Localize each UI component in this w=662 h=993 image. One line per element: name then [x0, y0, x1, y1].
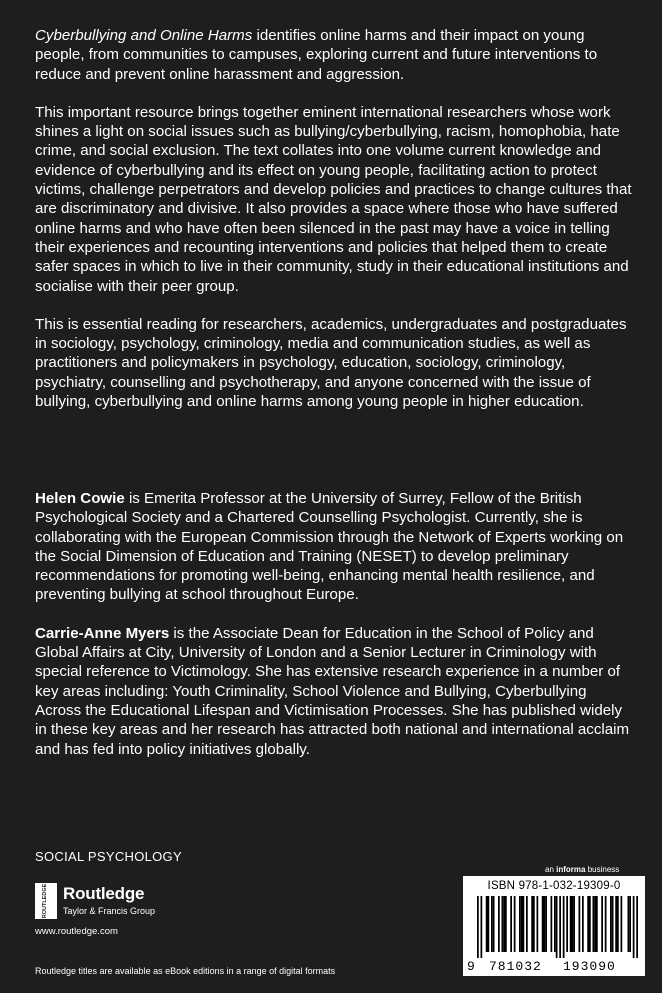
barcode-bar	[610, 896, 612, 952]
barcode-bar	[579, 896, 581, 952]
barcode-digits-right: 193090	[563, 959, 616, 974]
author-name-2: Carrie-Anne Myers	[35, 624, 170, 642]
barcode-bar	[573, 896, 575, 952]
barcode-bar	[498, 896, 500, 952]
barcode-bar	[563, 896, 565, 958]
author-bio-2-text: is the Associate Dean for Education in the School of Policy and Global Affairs at City, University of London and a Senior Lecturer in Criminology with special reference to Victimology. She has extensive research experience in a number of key areas including: Youth Criminality, School Violence and Bullying, Cyberbullying Across the Educational Lifespan and Victimisation Processes. She has published widely in these key areas and her research has attracted both national and international acclaim and has fed into policy initiatives globally.	[35, 624, 630, 758]
description-paragraph-2: This important resource brings together eminent international researchers whose work shines a light on social issues such as bullying/cyberbullying, racism, homophobia, hate crime, and social exclusion. The text collates into one volume current knowledge and evidence of cyberbullying and its effect on young people, facilitating action to protect victims, challenge perpetrators and develop policies and practices to change cultures that are discriminatory and divisive. It also provides a space where those who have suffered online harms and who have often been silenced in the past may have a voice in telling their experiences and recounting interventions and policies that helped them to create safer spaces in which to live in their community, study in their educational institutions and socialise with their peer group.	[35, 103, 632, 295]
description-paragraph-1	[35, 26, 635, 84]
barcode-bar	[521, 896, 523, 952]
barcode-bar	[615, 896, 617, 952]
barcode-bar	[537, 896, 539, 952]
barcode-bar	[531, 896, 533, 952]
barcode-bar	[488, 896, 490, 952]
barcode-bar	[545, 896, 547, 952]
author-bio-1	[35, 489, 635, 605]
routledge-logo-icon	[35, 883, 57, 919]
barcode-bar	[566, 896, 568, 952]
barcode-bar	[533, 896, 535, 952]
barcode-bar	[554, 896, 556, 952]
description	[35, 26, 635, 411]
ebook-formats-note: Routledge titles are available as eBook editions in a range of digital formats	[35, 966, 336, 976]
author-bios	[35, 489, 635, 778]
barcode-bar	[617, 896, 619, 952]
barcode-bar	[544, 896, 546, 952]
barcode-bar	[589, 896, 591, 952]
barcode-bar	[593, 896, 595, 952]
barcode-bar	[596, 896, 598, 952]
barcode-bar	[605, 896, 607, 952]
publisher-group: Taylor & Francis Group	[63, 906, 156, 916]
author-name-1: Helen Cowie	[35, 490, 125, 507]
barcode-bar	[582, 896, 584, 952]
barcode-bar	[481, 896, 483, 958]
logo-mark-text: ROUTLEDGE	[42, 883, 48, 919]
isbn-label: ISBN 978-1-032-19309-0	[487, 880, 621, 892]
barcode-bar	[493, 896, 495, 952]
barcode-bar	[587, 896, 589, 952]
barcode-bar	[491, 896, 493, 952]
publisher-name: Routledge	[63, 884, 145, 903]
barcode-bar	[628, 896, 630, 952]
barcode-bar	[629, 896, 631, 952]
barcode-bar	[477, 896, 479, 958]
publisher-website: www.routledge.com	[35, 926, 118, 937]
barcode-bar	[612, 896, 614, 952]
barcode-bar	[510, 896, 512, 952]
barcode-digits-left: 781032	[489, 959, 542, 974]
barcode-bar	[556, 896, 558, 958]
informa-prefix: an	[545, 865, 557, 874]
barcode-panel	[463, 876, 645, 976]
subject-category: SOCIAL PSYCHOLOGY	[35, 849, 182, 864]
barcode-graphic	[469, 896, 639, 960]
barcode-bar	[572, 896, 574, 952]
barcode-bar	[502, 896, 504, 952]
barcode-bar	[551, 896, 553, 952]
barcode-bar	[621, 896, 623, 952]
author-bio-1-text: is Emerita Professor at the University of Surrey, Fellow of the British Psychological Society and a Chartered Counselling Psychologist. Currently, she is collaborating with the European Commission through the Network of Experts working on the Social Dimension of Education and Training (NESET) to develop preliminary recommendations for promoting well-being, enhancing mental health resilience, and preventing bullying at school throughout Europe.	[35, 490, 624, 604]
informa-suffix: business	[585, 865, 620, 874]
barcode-bar	[486, 896, 488, 952]
book-title: Cyberbullying and Online Harms	[35, 27, 253, 44]
barcode-bar	[601, 896, 603, 952]
barcode-bar	[636, 896, 638, 958]
routledge-logo	[35, 883, 235, 923]
barcode-bar	[526, 896, 528, 952]
barcode-bar	[570, 896, 572, 952]
barcode-bar	[594, 896, 596, 952]
informa-business-label	[545, 865, 619, 874]
barcode-digit-first: 9	[467, 959, 476, 974]
barcode-bar	[519, 896, 521, 952]
informa-brand: informa	[556, 865, 586, 874]
description-paragraph-1-text: identifies online harms and their impact on young people, from communities to campuses, exploring current and future interventions to reduce and prevent online harassment and aggression.	[35, 27, 598, 83]
description-paragraph-3: This is essential reading for researchers, academics, undergraduates and postgraduates in sociology, psychology, criminology, media and communication studies, as well as practitioners and policymakers in psychology, education, sociology, criminology, psychiatry, counselling and psychotherapy, and anyone concerned with the issue of bullying, cyberbullying and online harms among young people in higher education.	[35, 315, 627, 411]
barcode-bar	[633, 896, 635, 958]
barcode-bar	[514, 896, 516, 952]
barcode-bar	[505, 896, 507, 952]
author-bio-2	[35, 624, 635, 759]
barcode-bar	[523, 896, 525, 952]
barcode-bar	[559, 896, 561, 958]
barcode-bar	[542, 896, 544, 952]
barcode-bar	[503, 896, 505, 952]
